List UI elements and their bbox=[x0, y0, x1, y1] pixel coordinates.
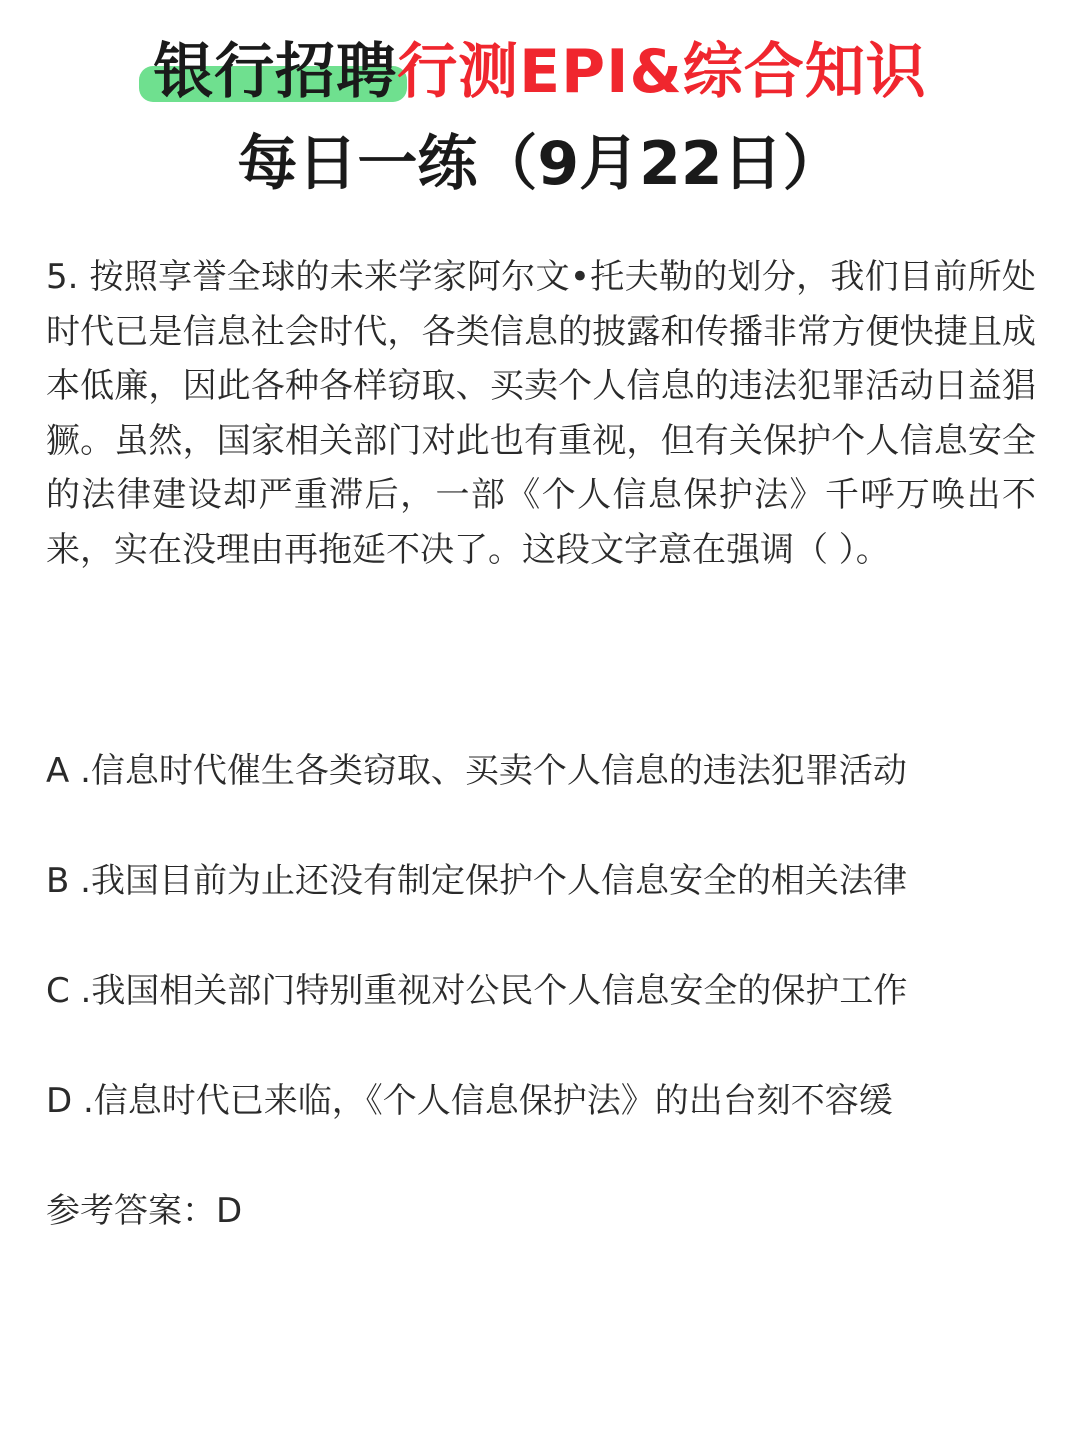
option-d: D .信息时代已来临，《个人信息保护法》的出台刻不容缓 bbox=[46, 1081, 893, 1121]
title-part-2: 行测EPI&综合知识 bbox=[397, 37, 927, 107]
header bbox=[0, 30, 1080, 206]
title-part-1: 银行招聘 bbox=[153, 37, 398, 107]
title-line-2: 每日一练（9月22日） bbox=[237, 129, 843, 199]
title-line-1 bbox=[153, 30, 927, 114]
option-a: A .信息时代催生各类窃取、买卖个人信息的违法犯罪活动 bbox=[46, 751, 907, 791]
reference-answer: 参考答案：D bbox=[46, 1191, 243, 1231]
option-c: C .我国相关部门特别重视对公民个人信息安全的保护工作 bbox=[46, 971, 908, 1011]
option-b: B .我国目前为止还没有制定保护个人信息安全的相关法律 bbox=[46, 861, 907, 901]
question-text: 5. 按照享誉全球的未来学家阿尔文•托夫勒的划分，我们目前所处时代已是信息社会时代，各类信息的披露和传播非常方便快捷且成本低廉，因此各种各样窃取、买卖个人信息的违法犯罪活动日益猖獗。虽然，国家相关部门对此也有重视，但有关保护个人信息安全的法律建设却严重滞后，一部《个人信息保护法》千呼万唤出不来，实在没理由再拖延不决了。这段文字意在强调（ ）。 bbox=[46, 257, 1036, 570]
